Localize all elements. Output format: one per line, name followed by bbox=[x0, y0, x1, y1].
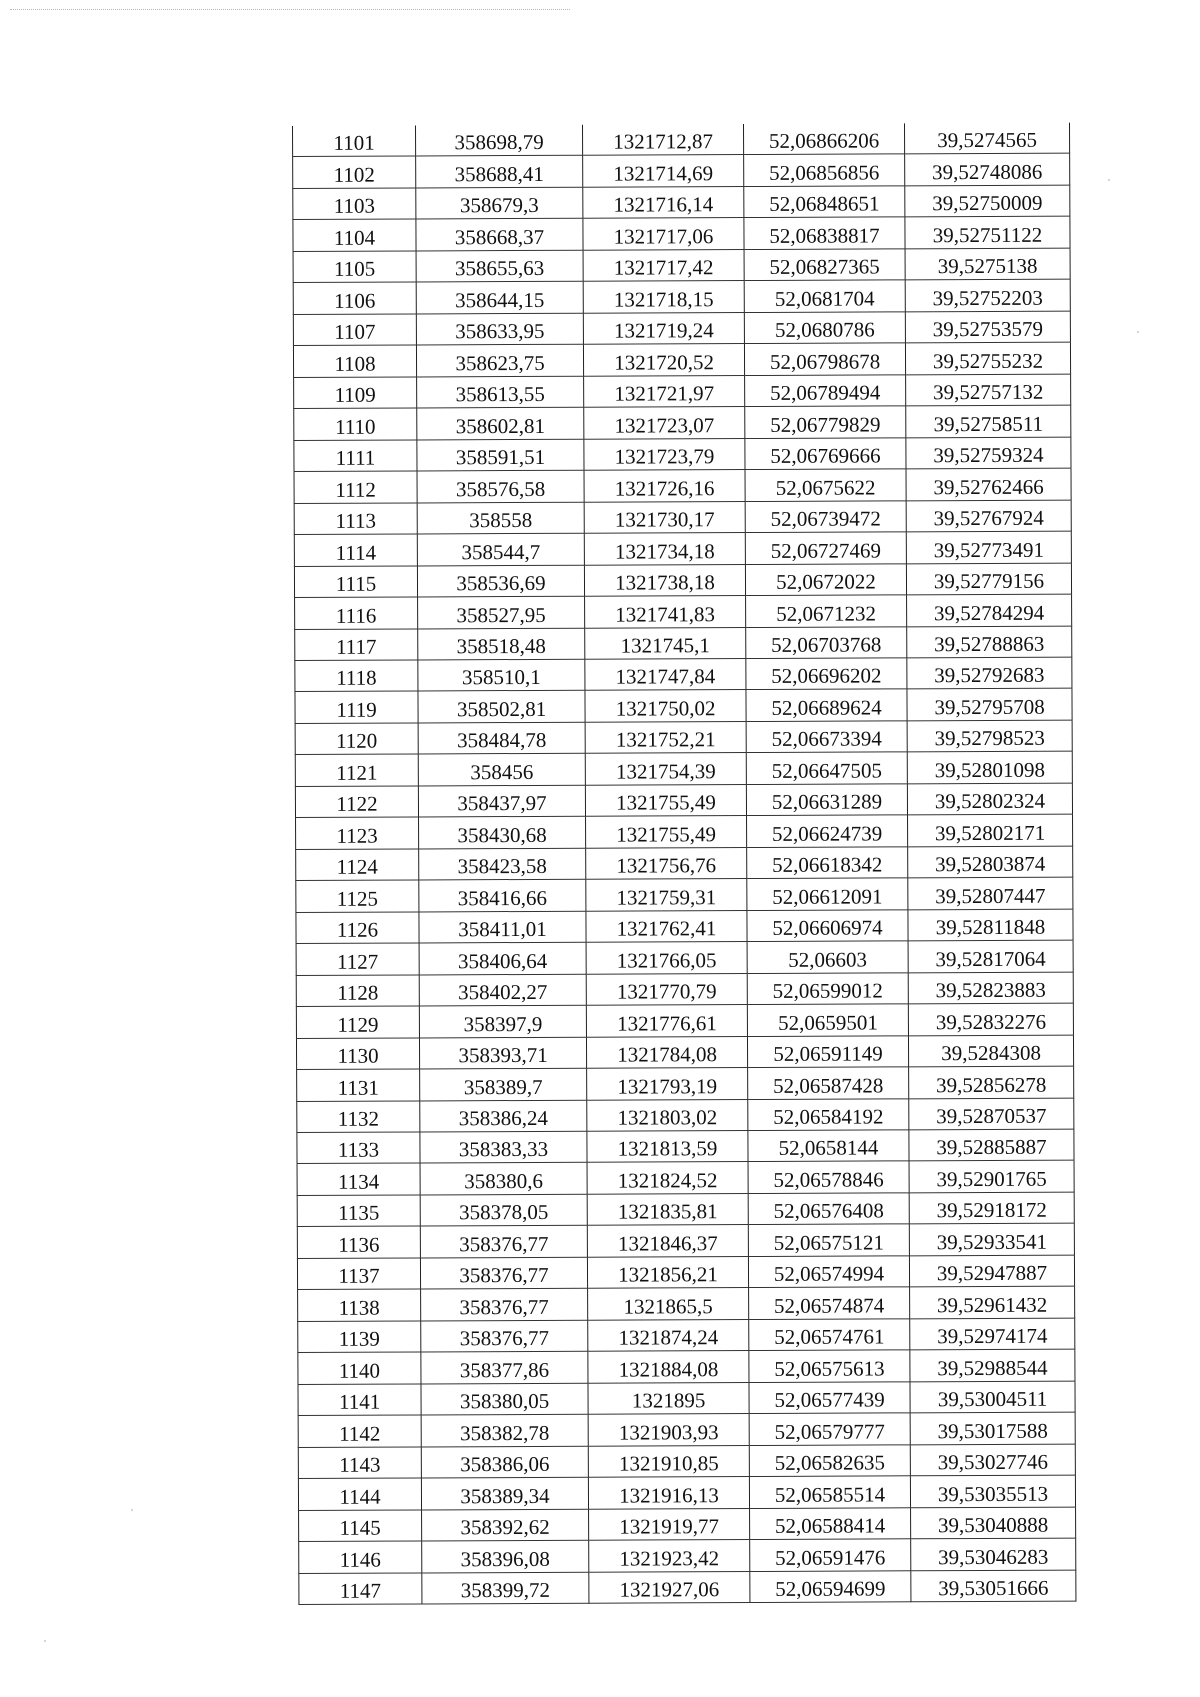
y-coordinate-cell: 1321919,77 bbox=[589, 1508, 750, 1540]
x-coordinate-cell: 358376,77 bbox=[420, 1257, 587, 1289]
y-coordinate-cell: 1321717,42 bbox=[583, 249, 744, 281]
x-coordinate-cell: 358376,77 bbox=[421, 1289, 588, 1321]
latitude-cell: 52,06673394 bbox=[746, 721, 907, 753]
y-coordinate-cell: 1321730,17 bbox=[584, 501, 745, 533]
point-number-cell: 1141 bbox=[298, 1384, 421, 1416]
latitude-cell: 52,06574994 bbox=[748, 1256, 909, 1288]
y-coordinate-cell: 1321835,81 bbox=[587, 1193, 748, 1225]
x-coordinate-cell: 358411,01 bbox=[419, 911, 586, 943]
point-number-cell: 1136 bbox=[297, 1226, 420, 1258]
longitude-cell: 39,52748086 bbox=[905, 154, 1070, 186]
longitude-cell: 39,53027746 bbox=[910, 1444, 1075, 1476]
point-number-cell: 1116 bbox=[295, 597, 418, 629]
table-row bbox=[293, 342, 1070, 377]
latitude-cell: 52,06575121 bbox=[748, 1224, 909, 1256]
y-coordinate-cell: 1321846,37 bbox=[587, 1225, 748, 1257]
table-row bbox=[297, 1098, 1074, 1133]
latitude-cell: 52,0672022 bbox=[745, 563, 906, 595]
latitude-cell: 52,06574761 bbox=[749, 1319, 910, 1351]
x-coordinate-cell: 358536,69 bbox=[417, 565, 584, 597]
y-coordinate-cell: 1321803,02 bbox=[587, 1099, 748, 1131]
scan-speck bbox=[44, 1640, 46, 1642]
point-number-cell: 1131 bbox=[297, 1069, 420, 1101]
latitude-cell: 52,06779829 bbox=[745, 406, 906, 438]
point-number-cell: 1104 bbox=[293, 219, 416, 251]
table-row bbox=[294, 468, 1071, 503]
table-row bbox=[297, 1224, 1074, 1259]
longitude-cell: 39,52988544 bbox=[910, 1349, 1075, 1381]
latitude-cell: 52,06739472 bbox=[745, 500, 906, 532]
y-coordinate-cell: 1321856,21 bbox=[587, 1256, 748, 1288]
table-row bbox=[296, 814, 1073, 849]
point-number-cell: 1126 bbox=[296, 912, 419, 944]
point-number-cell: 1106 bbox=[293, 282, 416, 314]
latitude-cell: 52,0680786 bbox=[744, 312, 905, 344]
y-coordinate-cell: 1321738,18 bbox=[584, 564, 745, 596]
latitude-cell: 52,06798678 bbox=[744, 343, 905, 375]
latitude-cell: 52,06827365 bbox=[744, 249, 905, 281]
point-number-cell: 1121 bbox=[295, 754, 418, 786]
x-coordinate-cell: 358644,15 bbox=[416, 282, 583, 314]
longitude-cell: 39,52823883 bbox=[908, 972, 1073, 1004]
y-coordinate-cell: 1321745,1 bbox=[585, 627, 746, 659]
x-coordinate-cell: 358518,48 bbox=[418, 628, 585, 660]
x-coordinate-cell: 358399,72 bbox=[422, 1572, 589, 1604]
x-coordinate-cell: 358386,06 bbox=[421, 1446, 588, 1478]
point-number-cell: 1146 bbox=[299, 1541, 422, 1573]
x-coordinate-cell: 358698,79 bbox=[415, 125, 582, 157]
latitude-cell: 52,06579777 bbox=[749, 1413, 910, 1445]
longitude-cell: 39,52753579 bbox=[905, 311, 1070, 343]
longitude-cell: 39,52802324 bbox=[907, 783, 1072, 815]
latitude-cell: 52,06696202 bbox=[746, 658, 907, 690]
y-coordinate-cell: 1321721,97 bbox=[584, 375, 745, 407]
point-number-cell: 1124 bbox=[296, 849, 419, 881]
x-coordinate-cell: 358386,24 bbox=[420, 1100, 587, 1132]
y-coordinate-cell: 1321762,41 bbox=[586, 910, 747, 942]
x-coordinate-cell: 358380,6 bbox=[420, 1163, 587, 1195]
x-coordinate-cell: 358430,68 bbox=[419, 817, 586, 849]
latitude-cell: 52,06631289 bbox=[746, 784, 907, 816]
point-number-cell: 1128 bbox=[296, 975, 419, 1007]
longitude-cell: 39,52807447 bbox=[908, 877, 1073, 909]
latitude-cell: 52,06703768 bbox=[746, 626, 907, 658]
point-number-cell: 1101 bbox=[293, 125, 416, 157]
x-coordinate-cell: 358558 bbox=[417, 502, 584, 534]
latitude-cell: 52,0671232 bbox=[746, 595, 907, 627]
longitude-cell: 39,52802171 bbox=[908, 814, 1073, 846]
table-row bbox=[293, 217, 1070, 252]
x-coordinate-cell: 358613,55 bbox=[417, 376, 584, 408]
latitude-cell: 52,06578846 bbox=[748, 1161, 909, 1193]
longitude-cell: 39,52817064 bbox=[908, 940, 1073, 972]
table-row bbox=[294, 374, 1071, 409]
y-coordinate-cell: 1321865,5 bbox=[588, 1288, 749, 1320]
x-coordinate-cell: 358502,81 bbox=[418, 691, 585, 723]
longitude-cell: 39,52757132 bbox=[906, 374, 1071, 406]
point-number-cell: 1147 bbox=[299, 1573, 422, 1605]
longitude-cell: 39,52947887 bbox=[909, 1255, 1074, 1287]
longitude-cell: 39,52758511 bbox=[906, 405, 1071, 437]
table-row bbox=[297, 1129, 1074, 1164]
x-coordinate-cell: 358591,51 bbox=[417, 439, 584, 471]
x-coordinate-cell: 358633,95 bbox=[416, 313, 583, 345]
y-coordinate-cell: 1321712,87 bbox=[582, 124, 743, 156]
x-coordinate-cell: 358655,63 bbox=[416, 250, 583, 282]
x-coordinate-cell: 358688,41 bbox=[416, 156, 583, 188]
y-coordinate-cell: 1321717,06 bbox=[583, 218, 744, 250]
x-coordinate-cell: 358423,58 bbox=[419, 848, 586, 880]
table-row bbox=[298, 1349, 1075, 1384]
latitude-cell: 52,0658144 bbox=[748, 1130, 909, 1162]
y-coordinate-cell: 1321723,07 bbox=[584, 407, 745, 439]
longitude-cell: 39,52811848 bbox=[908, 909, 1073, 941]
table-row bbox=[296, 909, 1073, 944]
point-number-cell: 1108 bbox=[293, 345, 416, 377]
table-row bbox=[293, 248, 1070, 283]
table-row bbox=[298, 1412, 1075, 1447]
latitude-cell: 52,06848651 bbox=[744, 186, 905, 218]
table-row bbox=[297, 1066, 1074, 1101]
table-row bbox=[295, 751, 1072, 786]
x-coordinate-cell: 358397,9 bbox=[419, 1005, 586, 1037]
longitude-cell: 39,52779156 bbox=[906, 563, 1071, 595]
point-number-cell: 1139 bbox=[298, 1321, 421, 1353]
longitude-cell: 39,52961432 bbox=[910, 1286, 1075, 1318]
point-number-cell: 1132 bbox=[297, 1100, 420, 1132]
y-coordinate-cell: 1321776,61 bbox=[586, 1005, 747, 1037]
x-coordinate-cell: 358402,27 bbox=[419, 974, 586, 1006]
x-coordinate-cell: 358389,34 bbox=[421, 1477, 588, 1509]
latitude-cell: 52,06585514 bbox=[749, 1476, 910, 1508]
point-number-cell: 1123 bbox=[296, 817, 419, 849]
longitude-cell: 39,5284308 bbox=[908, 1035, 1073, 1067]
y-coordinate-cell: 1321770,79 bbox=[586, 973, 747, 1005]
y-coordinate-cell: 1321720,52 bbox=[583, 344, 744, 376]
point-number-cell: 1119 bbox=[295, 691, 418, 723]
table-row bbox=[296, 972, 1073, 1007]
longitude-cell: 39,52755232 bbox=[905, 342, 1070, 374]
point-number-cell: 1110 bbox=[294, 408, 417, 440]
y-coordinate-cell: 1321874,24 bbox=[588, 1319, 749, 1351]
table-row bbox=[298, 1318, 1075, 1353]
coordinates-table-container bbox=[292, 123, 1070, 1605]
table-row bbox=[294, 405, 1071, 440]
point-number-cell: 1114 bbox=[294, 534, 417, 566]
longitude-cell: 39,52870537 bbox=[909, 1098, 1074, 1130]
y-coordinate-cell: 1321903,93 bbox=[588, 1414, 749, 1446]
y-coordinate-cell: 1321741,83 bbox=[585, 596, 746, 628]
x-coordinate-cell: 358602,81 bbox=[417, 407, 584, 439]
scan-speck bbox=[131, 1509, 133, 1511]
coordinates-table-body bbox=[293, 123, 1076, 1605]
point-number-cell: 1129 bbox=[296, 1006, 419, 1038]
y-coordinate-cell: 1321910,85 bbox=[588, 1445, 749, 1477]
longitude-cell: 39,52974174 bbox=[910, 1318, 1075, 1350]
longitude-cell: 39,52759324 bbox=[906, 437, 1071, 469]
table-row bbox=[294, 563, 1071, 598]
point-number-cell: 1135 bbox=[297, 1195, 420, 1227]
y-coordinate-cell: 1321723,79 bbox=[584, 438, 745, 470]
latitude-cell: 52,06866206 bbox=[743, 123, 904, 155]
y-coordinate-cell: 1321813,59 bbox=[587, 1131, 748, 1163]
y-coordinate-cell: 1321755,49 bbox=[585, 784, 746, 816]
point-number-cell: 1142 bbox=[298, 1415, 421, 1447]
point-number-cell: 1112 bbox=[294, 471, 417, 503]
table-row bbox=[294, 531, 1071, 566]
x-coordinate-cell: 358679,3 bbox=[416, 187, 583, 219]
table-row bbox=[294, 500, 1071, 535]
table-row bbox=[296, 877, 1073, 912]
x-coordinate-cell: 358396,08 bbox=[422, 1540, 589, 1572]
y-coordinate-cell: 1321755,49 bbox=[586, 816, 747, 848]
x-coordinate-cell: 358376,77 bbox=[421, 1320, 588, 1352]
latitude-cell: 52,06577439 bbox=[749, 1382, 910, 1414]
x-coordinate-cell: 358382,78 bbox=[421, 1414, 588, 1446]
point-number-cell: 1133 bbox=[297, 1132, 420, 1164]
table-row bbox=[298, 1381, 1075, 1416]
y-coordinate-cell: 1321719,24 bbox=[583, 312, 744, 344]
x-coordinate-cell: 358544,7 bbox=[417, 533, 584, 565]
point-number-cell: 1107 bbox=[293, 314, 416, 346]
y-coordinate-cell: 1321747,84 bbox=[585, 658, 746, 690]
longitude-cell: 39,52918172 bbox=[909, 1192, 1074, 1224]
y-coordinate-cell: 1321716,14 bbox=[583, 186, 744, 218]
table-row bbox=[297, 1255, 1074, 1290]
longitude-cell: 39,52750009 bbox=[905, 185, 1070, 217]
point-number-cell: 1134 bbox=[297, 1163, 420, 1195]
latitude-cell: 52,06588414 bbox=[750, 1507, 911, 1539]
x-coordinate-cell: 358437,97 bbox=[418, 785, 585, 817]
scan-speck bbox=[1108, 179, 1110, 181]
table-row bbox=[293, 123, 1070, 157]
longitude-cell: 39,52767924 bbox=[906, 500, 1071, 532]
point-number-cell: 1127 bbox=[296, 943, 419, 975]
x-coordinate-cell: 358389,7 bbox=[420, 1068, 587, 1100]
table-row bbox=[295, 689, 1072, 724]
y-coordinate-cell: 1321759,31 bbox=[586, 879, 747, 911]
table-row bbox=[298, 1475, 1075, 1510]
x-coordinate-cell: 358576,58 bbox=[417, 470, 584, 502]
longitude-cell: 39,52901765 bbox=[909, 1161, 1074, 1193]
longitude-cell: 39,53035513 bbox=[910, 1475, 1075, 1507]
y-coordinate-cell: 1321923,42 bbox=[589, 1540, 750, 1572]
latitude-cell: 52,06838817 bbox=[744, 217, 905, 249]
point-number-cell: 1115 bbox=[294, 566, 417, 598]
y-coordinate-cell: 1321784,08 bbox=[586, 1036, 747, 1068]
point-number-cell: 1137 bbox=[297, 1258, 420, 1290]
latitude-cell: 52,06612091 bbox=[747, 878, 908, 910]
point-number-cell: 1120 bbox=[295, 723, 418, 755]
coordinates-table bbox=[292, 123, 1076, 1605]
latitude-cell: 52,06575613 bbox=[749, 1350, 910, 1382]
y-coordinate-cell: 1321927,06 bbox=[589, 1571, 750, 1603]
y-coordinate-cell: 1321734,18 bbox=[584, 533, 745, 565]
point-number-cell: 1143 bbox=[298, 1447, 421, 1479]
longitude-cell: 39,52801098 bbox=[907, 751, 1072, 783]
table-row bbox=[298, 1444, 1075, 1479]
longitude-cell: 39,53040888 bbox=[911, 1507, 1076, 1539]
table-row bbox=[293, 154, 1070, 189]
table-row bbox=[296, 1003, 1073, 1038]
y-coordinate-cell: 1321726,16 bbox=[584, 470, 745, 502]
table-row bbox=[297, 1161, 1074, 1196]
point-number-cell: 1118 bbox=[295, 660, 418, 692]
x-coordinate-cell: 358623,75 bbox=[416, 345, 583, 377]
latitude-cell: 52,06618342 bbox=[747, 847, 908, 879]
x-coordinate-cell: 358376,77 bbox=[420, 1226, 587, 1258]
longitude-cell: 39,52784294 bbox=[907, 594, 1072, 626]
latitude-cell: 52,06599012 bbox=[747, 972, 908, 1004]
point-number-cell: 1103 bbox=[293, 188, 416, 220]
longitude-cell: 39,52788863 bbox=[907, 626, 1072, 658]
longitude-cell: 39,53051666 bbox=[911, 1570, 1076, 1602]
longitude-cell: 39,52856278 bbox=[909, 1066, 1074, 1098]
x-coordinate-cell: 358406,64 bbox=[419, 942, 586, 974]
latitude-cell: 52,06587428 bbox=[748, 1067, 909, 1099]
x-coordinate-cell: 358668,37 bbox=[416, 219, 583, 251]
point-number-cell: 1105 bbox=[293, 251, 416, 283]
y-coordinate-cell: 1321714,69 bbox=[583, 155, 744, 187]
point-number-cell: 1117 bbox=[295, 628, 418, 660]
x-coordinate-cell: 358393,71 bbox=[419, 1037, 586, 1069]
table-row bbox=[295, 783, 1072, 818]
point-number-cell: 1111 bbox=[294, 440, 417, 472]
table-row bbox=[293, 185, 1070, 220]
point-number-cell: 1109 bbox=[294, 377, 417, 409]
latitude-cell: 52,06606974 bbox=[747, 910, 908, 942]
longitude-cell: 39,5275138 bbox=[905, 248, 1070, 280]
longitude-cell: 39,52885887 bbox=[909, 1129, 1074, 1161]
x-coordinate-cell: 358383,33 bbox=[420, 1131, 587, 1163]
point-number-cell: 1138 bbox=[298, 1289, 421, 1321]
latitude-cell: 52,0659501 bbox=[747, 1004, 908, 1036]
latitude-cell: 52,06576408 bbox=[748, 1193, 909, 1225]
point-number-cell: 1122 bbox=[295, 786, 418, 818]
point-number-cell: 1113 bbox=[294, 503, 417, 535]
point-number-cell: 1145 bbox=[299, 1510, 422, 1542]
longitude-cell: 39,5274565 bbox=[904, 123, 1069, 155]
latitude-cell: 52,0681704 bbox=[744, 280, 905, 312]
x-coordinate-cell: 358484,78 bbox=[418, 722, 585, 754]
longitude-cell: 39,53017588 bbox=[910, 1412, 1075, 1444]
table-row bbox=[299, 1507, 1076, 1542]
latitude-cell: 52,06591149 bbox=[747, 1035, 908, 1067]
y-coordinate-cell: 1321756,76 bbox=[586, 847, 747, 879]
longitude-cell: 39,52773491 bbox=[906, 531, 1071, 563]
x-coordinate-cell: 358377,86 bbox=[421, 1352, 588, 1384]
longitude-cell: 39,52762466 bbox=[906, 468, 1071, 500]
x-coordinate-cell: 358527,95 bbox=[418, 596, 585, 628]
x-coordinate-cell: 358456 bbox=[418, 754, 585, 786]
y-coordinate-cell: 1321718,15 bbox=[583, 281, 744, 313]
table-row bbox=[295, 657, 1072, 692]
longitude-cell: 39,52933541 bbox=[909, 1224, 1074, 1256]
y-coordinate-cell: 1321884,08 bbox=[588, 1351, 749, 1383]
longitude-cell: 39,52752203 bbox=[905, 279, 1070, 311]
longitude-cell: 39,52792683 bbox=[907, 657, 1072, 689]
y-coordinate-cell: 1321750,02 bbox=[585, 690, 746, 722]
y-coordinate-cell: 1321916,13 bbox=[588, 1477, 749, 1509]
point-number-cell: 1144 bbox=[298, 1478, 421, 1510]
y-coordinate-cell: 1321754,39 bbox=[585, 753, 746, 785]
latitude-cell: 52,06584192 bbox=[748, 1098, 909, 1130]
table-row bbox=[295, 720, 1072, 755]
latitude-cell: 52,06647505 bbox=[746, 752, 907, 784]
table-row bbox=[299, 1538, 1076, 1573]
table-row bbox=[294, 437, 1071, 472]
table-row bbox=[293, 311, 1070, 346]
table-row bbox=[295, 594, 1072, 629]
longitude-cell: 39,52803874 bbox=[908, 846, 1073, 878]
longitude-cell: 39,52798523 bbox=[907, 720, 1072, 752]
y-coordinate-cell: 1321895 bbox=[588, 1382, 749, 1414]
y-coordinate-cell: 1321793,19 bbox=[587, 1068, 748, 1100]
latitude-cell: 52,06727469 bbox=[745, 532, 906, 564]
table-row bbox=[297, 1192, 1074, 1227]
latitude-cell: 52,06789494 bbox=[745, 375, 906, 407]
x-coordinate-cell: 358378,05 bbox=[420, 1194, 587, 1226]
latitude-cell: 52,06591476 bbox=[750, 1539, 911, 1571]
table-row bbox=[295, 626, 1072, 661]
table-row bbox=[298, 1286, 1075, 1321]
y-coordinate-cell: 1321752,21 bbox=[585, 721, 746, 753]
longitude-cell: 39,53004511 bbox=[910, 1381, 1075, 1413]
scan-artifact-line bbox=[10, 9, 570, 10]
latitude-cell: 52,06624739 bbox=[747, 815, 908, 847]
scan-speck bbox=[1137, 331, 1139, 333]
latitude-cell: 52,06574874 bbox=[749, 1287, 910, 1319]
y-coordinate-cell: 1321766,05 bbox=[586, 942, 747, 974]
latitude-cell: 52,06769666 bbox=[745, 438, 906, 470]
longitude-cell: 39,52795708 bbox=[907, 689, 1072, 721]
table-row bbox=[296, 940, 1073, 975]
latitude-cell: 52,06689624 bbox=[746, 689, 907, 721]
latitude-cell: 52,0675622 bbox=[745, 469, 906, 501]
y-coordinate-cell: 1321824,52 bbox=[587, 1162, 748, 1194]
longitude-cell: 39,52832276 bbox=[908, 1003, 1073, 1035]
table-row bbox=[296, 1035, 1073, 1070]
point-number-cell: 1102 bbox=[293, 156, 416, 188]
latitude-cell: 52,06582635 bbox=[749, 1445, 910, 1477]
latitude-cell: 52,06856856 bbox=[744, 154, 905, 186]
longitude-cell: 39,52751122 bbox=[905, 217, 1070, 249]
latitude-cell: 52,06594699 bbox=[750, 1570, 911, 1602]
table-row bbox=[296, 846, 1073, 881]
point-number-cell: 1130 bbox=[296, 1038, 419, 1070]
latitude-cell: 52,06603 bbox=[747, 941, 908, 973]
x-coordinate-cell: 358510,1 bbox=[418, 659, 585, 691]
x-coordinate-cell: 358392,62 bbox=[422, 1509, 589, 1541]
point-number-cell: 1140 bbox=[298, 1352, 421, 1384]
point-number-cell: 1125 bbox=[296, 880, 419, 912]
longitude-cell: 39,53046283 bbox=[911, 1538, 1076, 1570]
table-row bbox=[299, 1570, 1076, 1605]
table-row bbox=[293, 279, 1070, 314]
x-coordinate-cell: 358380,05 bbox=[421, 1383, 588, 1415]
x-coordinate-cell: 358416,66 bbox=[419, 879, 586, 911]
